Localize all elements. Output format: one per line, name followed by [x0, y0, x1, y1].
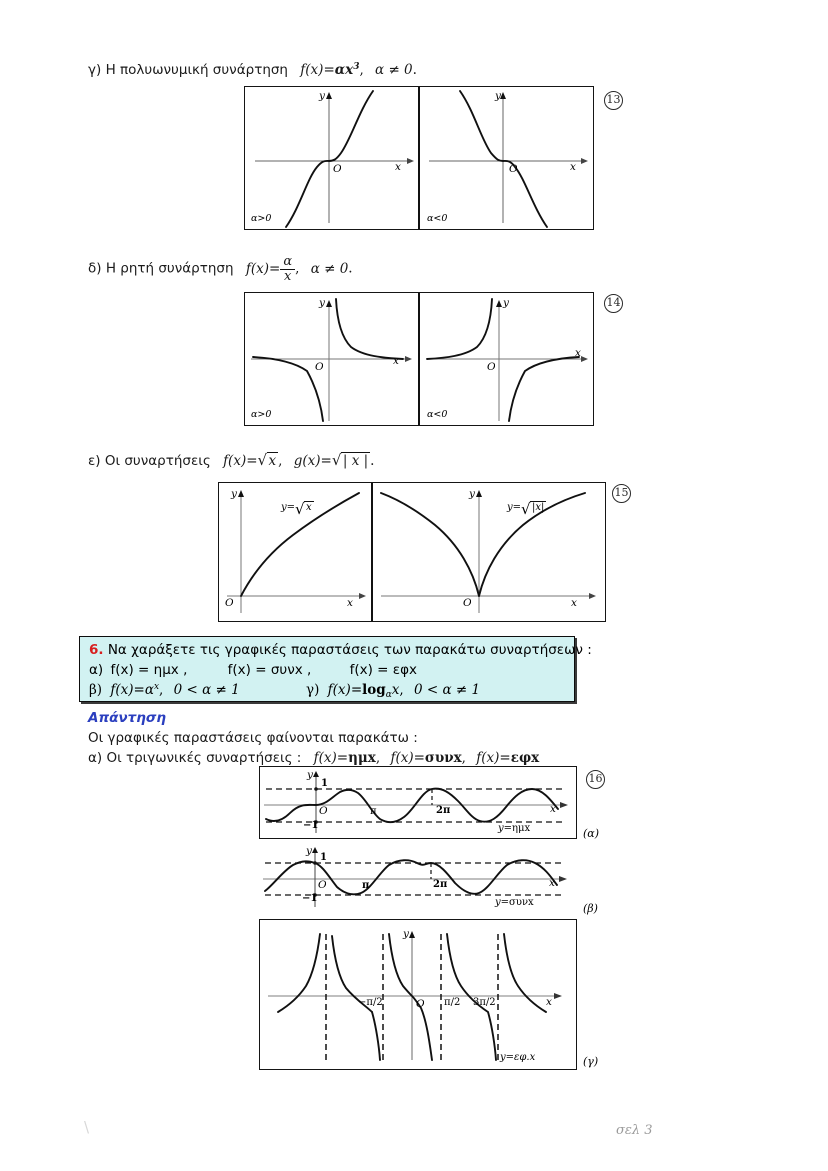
- figure-13-left-y-axis-label: y: [319, 90, 325, 102]
- answer-f1: f(x)=ημx: [313, 750, 376, 766]
- tangent-origin-label: O: [416, 998, 425, 1010]
- figure-14-right-plot: [421, 293, 594, 425]
- section-gamma-label: γ): [88, 62, 102, 78]
- figure-15-right-y-axis-label: y: [469, 488, 475, 500]
- exercise-line-c-label: γ): [306, 682, 320, 698]
- figure-15-left-y-axis-label: y: [231, 488, 237, 500]
- answer-heading: Απάντηση: [88, 710, 166, 726]
- exercise-line-b-formula: $f(x)=\alpha^x$: [110, 682, 160, 698]
- exercise-prompt: Να χαράξετε τις γραφικές παραστάσεις των παρακάτω συναρτήσεων :: [107, 642, 592, 658]
- epsilon-formula-f: f(x)= √ x: [223, 453, 278, 469]
- section-delta-body: Η ρητή συνάρτηση: [105, 260, 234, 277]
- sine-tick-2pi: 2π: [436, 805, 451, 816]
- answer-f3: f(x)=εφx: [476, 750, 540, 766]
- tangent-tick-minus-half-pi: −π/2: [358, 997, 383, 1008]
- figure-14-right-y-axis-label: y: [503, 297, 509, 309]
- tangent-equation-label: y=εφ.x: [500, 1052, 536, 1063]
- exercise-line-c-condition: 0 < α ≠ 1: [414, 682, 481, 698]
- gamma-formula: $f(x)=\alpha x^3$: [300, 62, 360, 78]
- tangent-plot: [260, 920, 576, 1069]
- section-delta-text: δ) Η ρητή συνάρτηση f(x)= $\frac{\alpha}{x}$ , α ≠ 0.: [88, 254, 353, 284]
- figure-13-left-plot: [245, 87, 418, 229]
- delta-condition: α ≠ 0: [310, 260, 349, 277]
- exercise-line-a-item3: f(x) = εφx: [349, 662, 417, 678]
- figure-15-right-plot: [375, 483, 603, 621]
- section-gamma-text: γ) Η πολυωνυμική συνάρτηση $f(x)=\alpha x^3$, α ≠ 0.: [88, 62, 417, 78]
- answer-item-a: α) Οι τριγωνικές συναρτήσεις : f(x)=ημx, f(x)=συνx, f(x)=εφx: [88, 750, 540, 766]
- exercise-line-b-label: β): [89, 682, 103, 698]
- tangent-tick-half-pi: π/2: [444, 997, 461, 1008]
- cosine-y-axis-label: y: [306, 845, 312, 857]
- figure-13-right-y-axis-label: y: [495, 90, 501, 102]
- figure-14-right-x-axis-label: x: [575, 347, 581, 359]
- exercise-line-a-item2: f(x) = συνx ,: [227, 662, 312, 678]
- sine-tick-pi: π: [370, 806, 377, 817]
- cosine-caption: (β): [583, 902, 598, 915]
- figure-15-number: 15: [612, 484, 631, 503]
- tangent-tick-three-half-pi: 3π/2: [473, 997, 496, 1008]
- figure-15-right-curve-label: y= √ |x|: [507, 501, 546, 513]
- section-epsilon-body: Οι συναρτήσεις: [104, 453, 211, 469]
- cosine-tick-2pi: 2π: [433, 879, 448, 890]
- exercise-prompt-line: [89, 642, 592, 658]
- figure-13-right-origin-label: O: [509, 163, 518, 175]
- exercise-number: 6.: [89, 642, 104, 658]
- cosine-origin-label: O: [318, 879, 327, 891]
- cosine-equation-label: y=συνx: [495, 897, 534, 908]
- figure-13-right-annotation: α<0: [427, 213, 448, 224]
- sine-tick-minus-one: −1: [303, 820, 319, 831]
- figure-15-left-x-axis-label: x: [347, 597, 353, 609]
- figure-16-sine-panel: [259, 766, 577, 839]
- figure-14-right-origin-label: O: [487, 361, 496, 373]
- figure-16-cosine-panel: [259, 845, 577, 911]
- figure-15-divider: [371, 483, 373, 621]
- figure-14-right-annotation: α<0: [427, 409, 448, 420]
- sine-equation-label: y=ημx: [498, 823, 531, 834]
- cosine-tick-pi: π: [362, 880, 370, 891]
- answer-intro: Οι γραφικές παραστάσεις φαίνονται παρακάτω :: [88, 730, 418, 746]
- figure-14-number: 14: [604, 294, 623, 313]
- exercise-line-a-label: α): [89, 662, 104, 678]
- section-epsilon-label: ε): [88, 453, 101, 469]
- tangent-caption: (γ): [583, 1055, 599, 1068]
- figure-14-left-x-axis-label: x: [393, 355, 399, 367]
- exercise-line-b-condition: 0 < α ≠ 1: [173, 682, 240, 698]
- delta-formula: f(x)= $\frac{\alpha}{x}$: [246, 261, 295, 277]
- figure-14-left-annotation: α>0: [251, 409, 272, 420]
- figure-15: [218, 482, 606, 622]
- page-footer: σελ 3: [616, 1123, 653, 1138]
- tangent-x-axis-label: x: [546, 996, 552, 1008]
- figure-13-right-x-axis-label: x: [570, 161, 576, 173]
- exercise-line-a: [89, 662, 417, 678]
- sine-origin-label: O: [319, 805, 328, 817]
- gamma-condition: α ≠ 0: [375, 62, 413, 78]
- section-gamma-body: Η πολυωνυμική συνάρτηση: [105, 62, 288, 78]
- answer-item-a-label: α): [88, 750, 103, 766]
- sine-tick-one: 1: [321, 778, 328, 789]
- tangent-y-axis-label: y: [403, 928, 409, 940]
- exercise-box: [79, 636, 592, 702]
- figure-15-left-origin-label: O: [225, 597, 234, 609]
- figure-13-left-origin-label: O: [333, 163, 342, 175]
- sine-x-axis-label: x: [550, 803, 556, 815]
- figure-15-right-x-axis-label: x: [571, 597, 577, 609]
- sine-caption: (α): [583, 827, 600, 840]
- sine-y-axis-label: y: [307, 769, 313, 781]
- cosine-tick-one: 1: [320, 852, 327, 863]
- figure-14-left-y-axis-label: y: [319, 297, 325, 309]
- figure-15-right-origin-label: O: [463, 597, 472, 609]
- figure-13: [244, 86, 594, 230]
- figure-14-left-origin-label: O: [315, 361, 324, 373]
- exercise-line-c-formula: $f(x)=\log_\alpha x$: [327, 682, 400, 700]
- epsilon-formula-g: g(x)= √ | x |: [294, 453, 370, 469]
- figure-15-left-curve-label: y= √ x: [281, 501, 314, 513]
- figure-13-left-annotation: α>0: [251, 213, 272, 224]
- section-epsilon-text: ε) Οι συναρτήσεις f(x)= √ x , g(x)= √ | x | .: [88, 452, 374, 469]
- figure-13-left-x-axis-label: x: [395, 161, 401, 173]
- section-delta-label: δ): [88, 260, 102, 277]
- exercise-line-bc: β) $f(x)=\alpha^x$, 0 < α ≠ 1 γ) $f(x)=\log_\alpha x$, 0 < α ≠ 1: [89, 682, 481, 700]
- figure-13-divider: [418, 87, 420, 229]
- figure-14: [244, 292, 594, 426]
- figure-13-number: 13: [604, 91, 623, 110]
- figure-14-divider: [418, 293, 420, 425]
- cosine-x-axis-label: x: [549, 877, 555, 889]
- corner-mark: \: [84, 1118, 90, 1136]
- figure-13-right-plot: [421, 87, 594, 229]
- cosine-tick-minus-one: −1: [302, 893, 318, 904]
- delta-fraction: $\frac{\alpha}{x}$: [280, 255, 295, 283]
- figure-16-tangent-panel: [259, 919, 577, 1070]
- figure-16-number: 16: [586, 770, 605, 789]
- exercise-line-a-item1: f(x) = ημx ,: [110, 662, 188, 678]
- answer-f2: f(x)=συνx: [390, 750, 462, 766]
- answer-item-a-text: Οι τριγωνικές συναρτήσεις :: [106, 750, 302, 766]
